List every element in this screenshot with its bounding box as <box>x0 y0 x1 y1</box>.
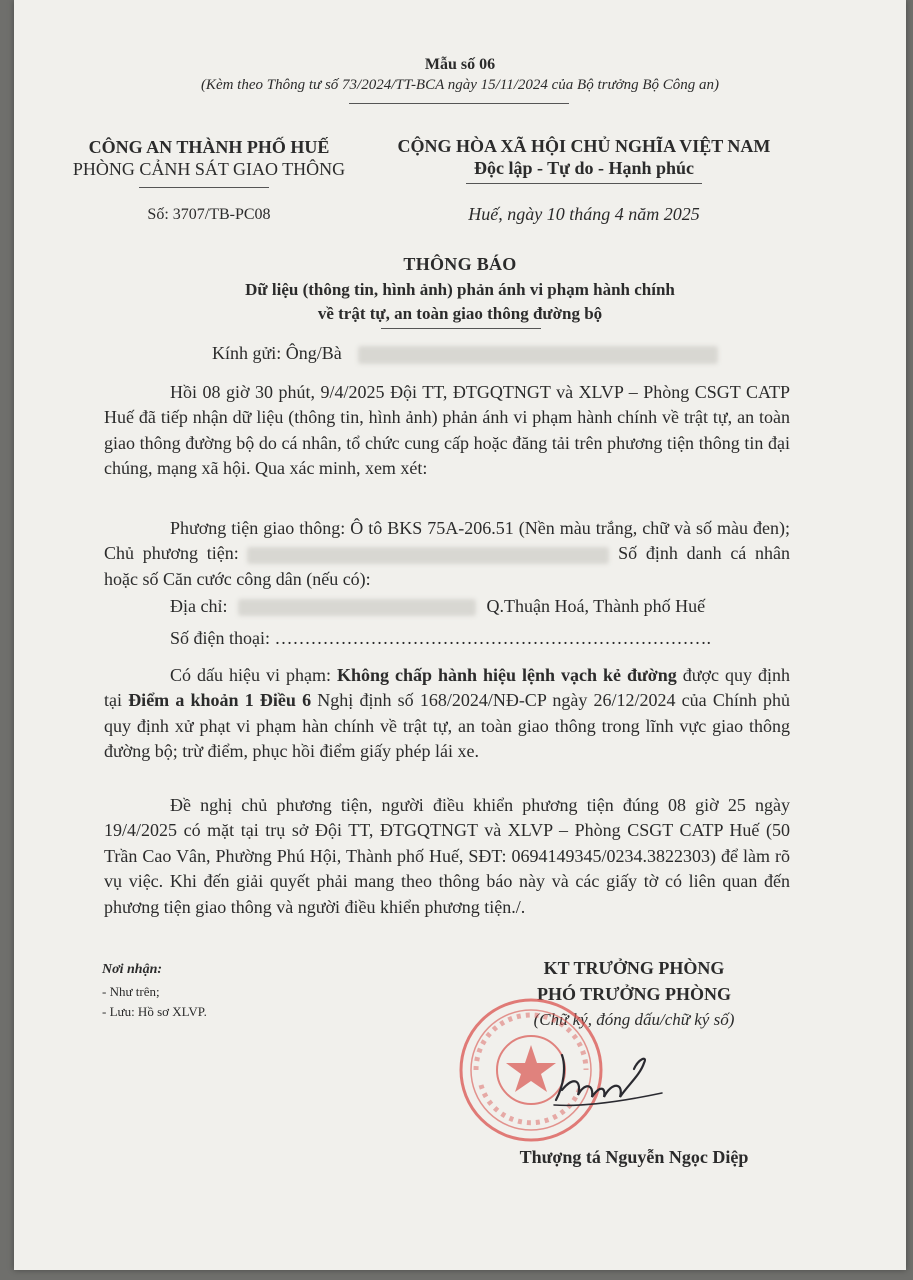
motto-underline <box>466 183 702 184</box>
handwritten-signature-icon <box>544 1045 674 1115</box>
paragraph-violation <box>104 663 790 765</box>
notice-subtitle-line2: về trật tự, an toàn giao thông đường bộ <box>317 304 603 323</box>
signature-note: (Chữ ký, đóng dấu/chữ ký số) <box>533 1010 735 1029</box>
address-label: Địa chỉ: <box>170 596 228 616</box>
document-page <box>14 0 906 1270</box>
recipients-heading: Nơi nhận: <box>102 962 163 977</box>
paragraph-vehicle <box>104 516 790 592</box>
violation-intro: Có dấu hiệu vi phạm: <box>170 665 331 685</box>
address-district: Q.Thuận Hoá, Thành phố Huế <box>486 596 706 616</box>
notice-subtitle-line1: Dữ liệu (thông tin, hình ảnh) phản ánh vi phạm hành chính <box>245 280 675 299</box>
phone-line: Số điện thoại: ………………………………………………………………. <box>170 628 711 648</box>
title-underline <box>381 328 541 329</box>
signer-title-line1: KT TRƯỞNG PHÒNG <box>543 958 725 978</box>
attached-circular: (Kèm theo Thông tư số 73/2024/TT-BCA ngày 15/11/2024 của Bộ trưởng Bộ Công an) <box>200 77 720 93</box>
signer-name: Thượng tá Nguyễn Ngọc Diệp <box>519 1147 749 1167</box>
vehicle-description: Phương tiện giao thông: Ô tô BKS 75A-206.51 (Nền màu trắng, chữ và số màu đen); Chủ phương tiện: <box>104 518 790 564</box>
form-number: Mẫu số 06 <box>424 56 496 73</box>
redacted-recipient-name <box>358 346 718 364</box>
paragraph-received-text: Hồi 08 giờ 30 phút, 9/4/2025 Đội TT, ĐTGQTNGT và XLVP – Phòng CSGT CATP Huế đã tiếp nhận dữ liệu (thông tin, hình ảnh) phản ánh vi phạm hành chính về trật tự, an toàn giao thông đường bộ do cá nhân, tổ chức cung cấp hoặc đăng tải trên phương tiện thông tin đại chúng, mạng xã hội. Qua xác minh, xem xét: <box>104 382 790 479</box>
violation-article: Điểm a khoản 1 Điều 6 <box>128 690 312 711</box>
agency-underline <box>139 187 269 188</box>
violation-rule-intro: được quy định tại <box>104 665 791 711</box>
vehicle-id-label: Số định <box>618 543 678 564</box>
request-text: Đề nghị chủ phương tiện, người điều khiển phương tiện đúng 08 giờ 25 ngày 19/4/2025 có mặt tại trụ sở Đội TT, ĐTGQTNGT và XLVP – Phòng CSGT CATP Huế (50 Trần Cao Vân, Phường Phú Hội, Thành phố Huế, SĐT: 0694149345/0234.3822303) để làm rõ vụ việc. Khi đến giải quyết phải mang theo thông báo này và các giấy tờ có liên quan đến phương tiện giao thông và người điều khiển phương tiện./. <box>104 795 790 917</box>
paragraph-request <box>104 793 790 920</box>
recipient-item: - Lưu: Hồ sơ XLVP. <box>102 1004 207 1019</box>
agency-department: PHÒNG CẢNH SÁT GIAO THÔNG <box>72 159 346 179</box>
header-divider <box>349 103 569 104</box>
redacted-owner-name <box>247 547 609 564</box>
recipient-item: - Như trên; <box>102 984 160 999</box>
vehicle-id-label-continued: danh cá nhân hoặc số Căn cước công dân (nếu có): <box>104 543 790 589</box>
redacted-address <box>238 599 476 616</box>
agency-name: CÔNG AN THÀNH PHỐ HUẾ <box>88 137 330 157</box>
nation-motto: Độc lập - Tự do - Hạnh phúc <box>473 158 695 178</box>
address-line <box>170 596 705 617</box>
violation-decree: Nghị định số 168/2024/NĐ-CP ngày 26/12/2024 của Chính phủ quy định xử phạt vi phạm hàn chính về trật tự, an toàn giao thông trong lĩnh vực giao thông đường bộ; trừ điểm, phục hồi điểm giấy phép lái xe. <box>104 690 791 762</box>
nation-name: CỘNG HÒA XÃ HỘI CHỦ NGHĨA VIỆT NAM <box>397 136 771 156</box>
document-number: Số: 3707/TB-PC08 <box>147 206 271 223</box>
salutation <box>212 343 718 364</box>
paragraph-received <box>104 380 790 482</box>
violation-type: Không chấp hành hiệu lệnh vạch kẻ đường <box>336 665 677 685</box>
place-date: Huế, ngày 10 tháng 4 năm 2025 <box>468 204 700 224</box>
signer-title-line2: PHÓ TRƯỞNG PHÒNG <box>536 984 731 1004</box>
notice-title: THÔNG BÁO <box>403 254 517 274</box>
salutation-label: Kính gửi: Ông/Bà <box>212 343 342 363</box>
